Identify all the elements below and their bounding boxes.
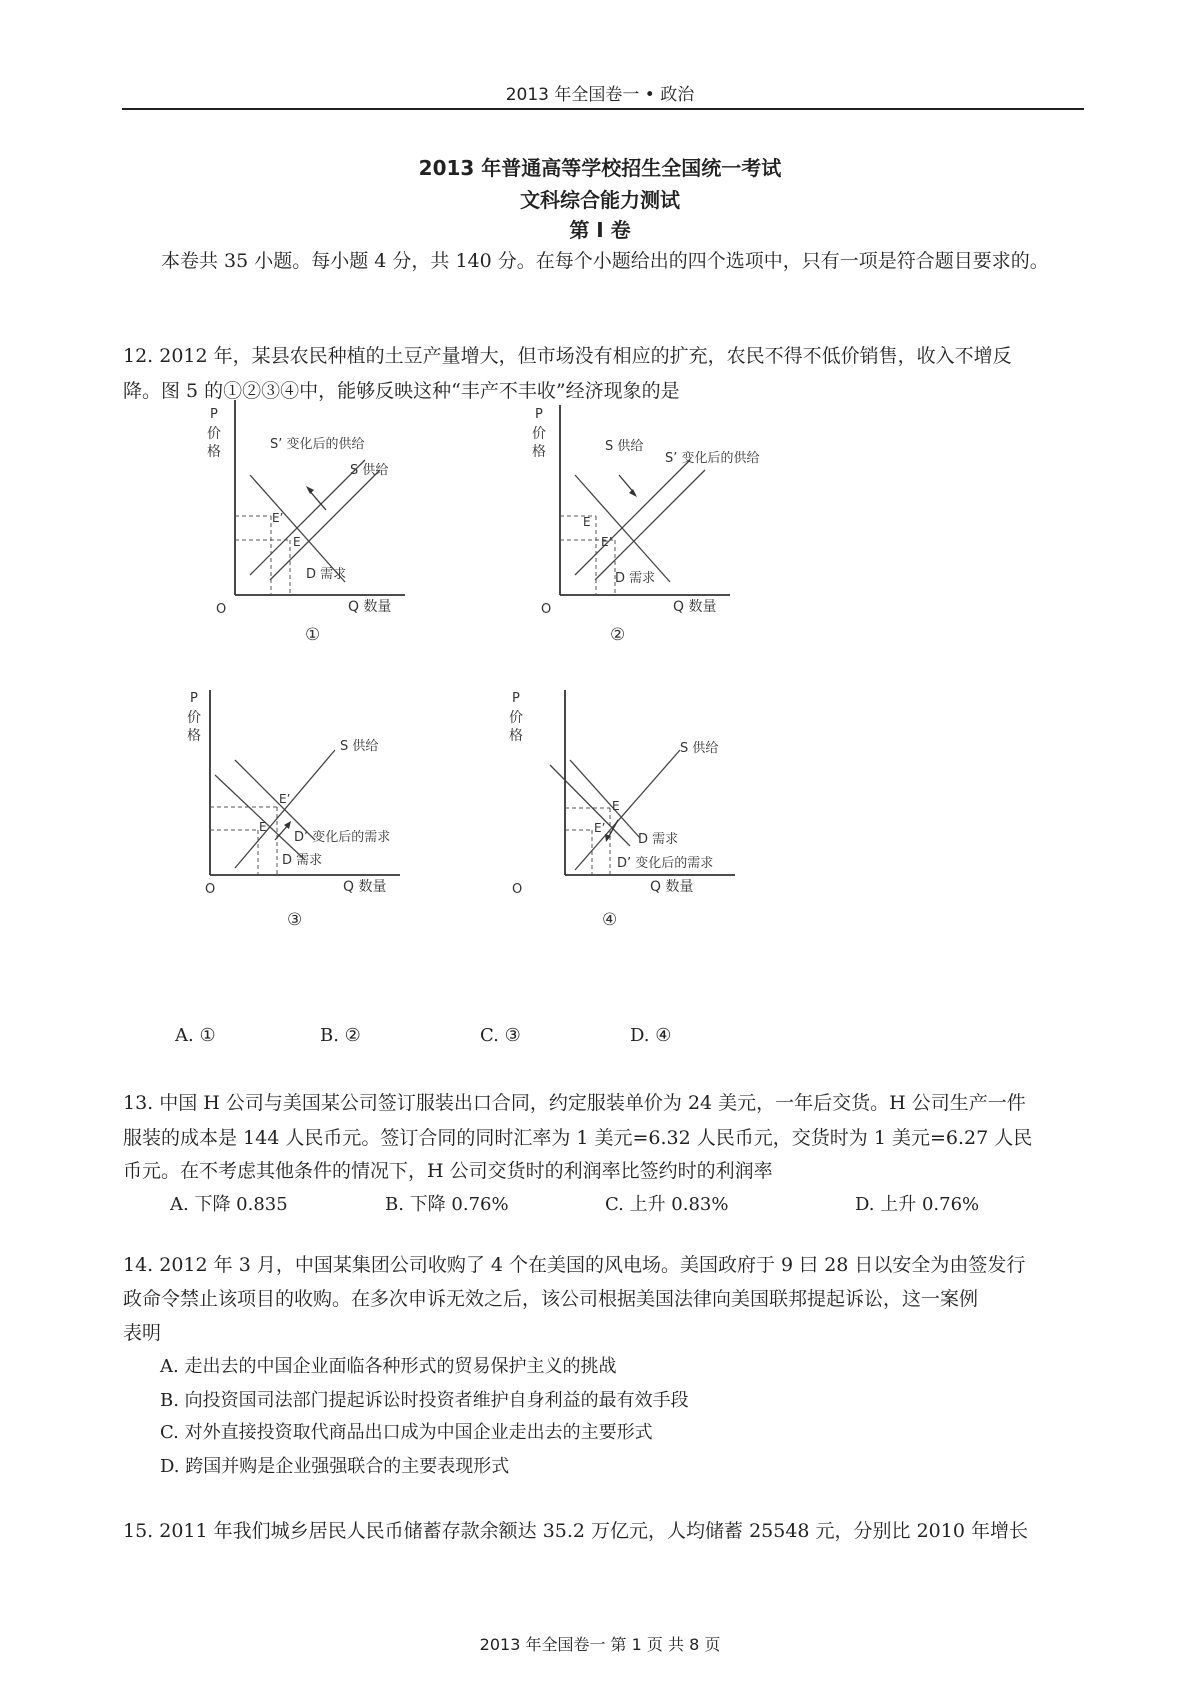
graph2-demand-label: D 需求 <box>615 571 656 586</box>
graph2-e: E <box>583 515 591 529</box>
graph1-e-prime: E’ <box>272 511 284 525</box>
graph4-e-prime: E’ <box>594 821 606 835</box>
q14-option-a[interactable]: A. 走出去的中国企业面临各种形式的贸易保护主义的挑战 <box>160 1356 617 1377</box>
graph1-q-label: Q 数量 <box>348 599 392 615</box>
q14-option-b[interactable]: B. 向投资国司法部门提起诉讼时投资者维护自身利益的最有效手段 <box>160 1390 689 1411</box>
instructions: 本卷共 35 小题。每小题 4 分，共 140 分。在每个小题给出的四个选项中，只有一项是符合题目要求的。 <box>161 250 1049 272</box>
graph2-q-label: Q 数量 <box>673 599 717 615</box>
q14-stem-line2: 政命令禁止该项目的收购。在多次申诉无效之后，该公司根据美国法律向美国联邦提起诉讼，这一案例 <box>123 1288 979 1310</box>
graph4-demand-new-label: D’ 变化后的需求 <box>617 856 714 871</box>
graph3-price-label2: 格 <box>187 728 201 744</box>
graph3-number: ③ <box>287 910 303 930</box>
graph-4 <box>509 680 820 960</box>
graph2-supply-line <box>575 460 690 575</box>
graph3-q-label: Q 数量 <box>343 879 387 895</box>
graph4-number: ④ <box>602 910 618 930</box>
graph4-supply-line <box>575 750 680 870</box>
graph1-demand-label: D 需求 <box>306 567 347 582</box>
graph2-supply-new-line <box>595 470 705 580</box>
q13-stem-line3: 币元。在不考虑其他条件的情况下，H 公司交货时的利润率比签约时的利润率 <box>123 1160 773 1182</box>
header-divider <box>122 108 1084 110</box>
exam-subtitle: 文科综合能力测试 <box>520 188 680 212</box>
graph1-supply-new-label: S’ 变化后的供给 <box>270 437 365 452</box>
q13-option-b[interactable]: B. 下降 0.76% <box>385 1194 509 1215</box>
graph1-demand-line <box>250 475 345 582</box>
graph1-supply-label: S 供给 <box>350 463 389 478</box>
graph3-supply-line <box>235 750 335 868</box>
graph3-price-label: 价 <box>187 710 201 726</box>
section-title: 第 I 卷 <box>569 218 631 242</box>
graph2-e-prime: E’ <box>601 535 613 549</box>
graph4-price-label2: 格 <box>509 728 523 744</box>
graph3-supply-label: S 供给 <box>340 739 379 754</box>
graph4-supply-label: S 供给 <box>680 741 719 756</box>
graph-2 <box>515 400 815 690</box>
graph2-price-label: 价 <box>532 426 546 442</box>
graph4-p-label: P <box>512 691 520 706</box>
graph3-e-prime: E’ <box>279 792 291 806</box>
graph2-supply-new-label: S’ 变化后的供给 <box>665 451 760 466</box>
graph1-origin: O <box>216 602 227 617</box>
graph3-demand-label: D 需求 <box>282 853 323 868</box>
graph3-demand-new-line <box>235 760 315 840</box>
graph3-origin: O <box>205 882 216 897</box>
q15-stem-line1: 15. 2011 年我们城乡居民人民币储蓄存款余额达 35.2 万亿元，人均储蓄 25548 元，分别比 2010 年增长 <box>123 1520 1028 1542</box>
q13-stem-line1: 13. 中国 H 公司与美国某公司签订服装出口合同，约定服装单价为 24 美元，一年后交货。H 公司生产一件 <box>123 1092 1026 1114</box>
page-header: 2013 年全国卷一 • 政治 <box>505 85 695 105</box>
graph4-q-label: Q 数量 <box>650 879 694 895</box>
graph1-price-label: 价 <box>207 426 221 442</box>
q12-option-d[interactable]: D. ④ <box>630 1025 672 1046</box>
graph-1 <box>190 400 450 690</box>
q14-stem-line3: 表明 <box>123 1322 162 1344</box>
graph1-p-label: P <box>210 407 218 422</box>
q12-option-b[interactable]: B. ② <box>320 1025 361 1046</box>
q13-stem-line2: 服装的成本是 144 人民币元。签订合同的同时汇率为 1 美元=6.32 人民币元，交货时为 1 美元=6.27 人民 <box>123 1127 1033 1149</box>
q14-option-c[interactable]: C. 对外直接投资取代商品出口成为中国企业走出去的主要形式 <box>160 1422 653 1443</box>
graph1-number: ① <box>305 625 321 645</box>
graph3-demand-line <box>215 775 305 860</box>
graph1-supply-line <box>270 470 380 580</box>
graph4-e: E <box>612 799 620 813</box>
q13-option-d[interactable]: D. 上升 0.76% <box>855 1194 980 1215</box>
page-footer: 2013 年全国卷一 第 1 页 共 8 页 <box>479 1635 721 1654</box>
graph3-e: E <box>259 820 267 834</box>
graph2-origin: O <box>541 602 552 617</box>
graph2-number: ② <box>610 625 626 645</box>
graph4-price-label: 价 <box>509 710 523 726</box>
graph4-origin: O <box>512 882 523 897</box>
graph4-demand-label: D 需求 <box>638 832 679 847</box>
exam-title: 2013 年普通高等学校招生全国统一考试 <box>418 156 782 180</box>
q13-option-c[interactable]: C. 上升 0.83% <box>605 1194 729 1215</box>
graph3-p-label: P <box>190 691 198 706</box>
graph1-e: E <box>293 535 301 549</box>
q13-option-a[interactable]: A. 下降 0.835 <box>170 1194 288 1215</box>
graph1-arrowhead <box>306 486 314 494</box>
q12-stem-line2: 降。图 5 的①②③④中，能够反映这种“丰产不丰收”经济现象的是 <box>123 380 680 402</box>
q12-option-c[interactable]: C. ③ <box>480 1025 521 1046</box>
graph2-price-label2: 格 <box>532 444 546 460</box>
graph2-arrowhead <box>629 489 637 497</box>
graph1-supply-new-line <box>250 460 365 575</box>
graph2-p-label: P <box>535 407 543 422</box>
q14-option-d[interactable]: D. 跨国并购是企业强强联合的主要表现形式 <box>160 1456 510 1477</box>
graph3-demand-new-label: D’ 变化后的需求 <box>294 830 391 845</box>
q14-stem-line1: 14. 2012 年 3 月，中国某集团公司收购了 4 个在美国的风电场。美国政府于 9 曰 28 日以安全为由签发行 <box>123 1254 1026 1276</box>
graph1-price-label2: 格 <box>207 444 221 460</box>
q12-stem-line1: 12. 2012 年，某县农民种植的土豆产量增大，但市场没有相应的扩充，农民不得不低价销售，收入不增反 <box>123 345 1012 367</box>
graph-3 <box>165 680 465 960</box>
q12-option-a[interactable]: A. ① <box>175 1025 216 1046</box>
graph2-supply-label: S 供给 <box>605 439 644 454</box>
